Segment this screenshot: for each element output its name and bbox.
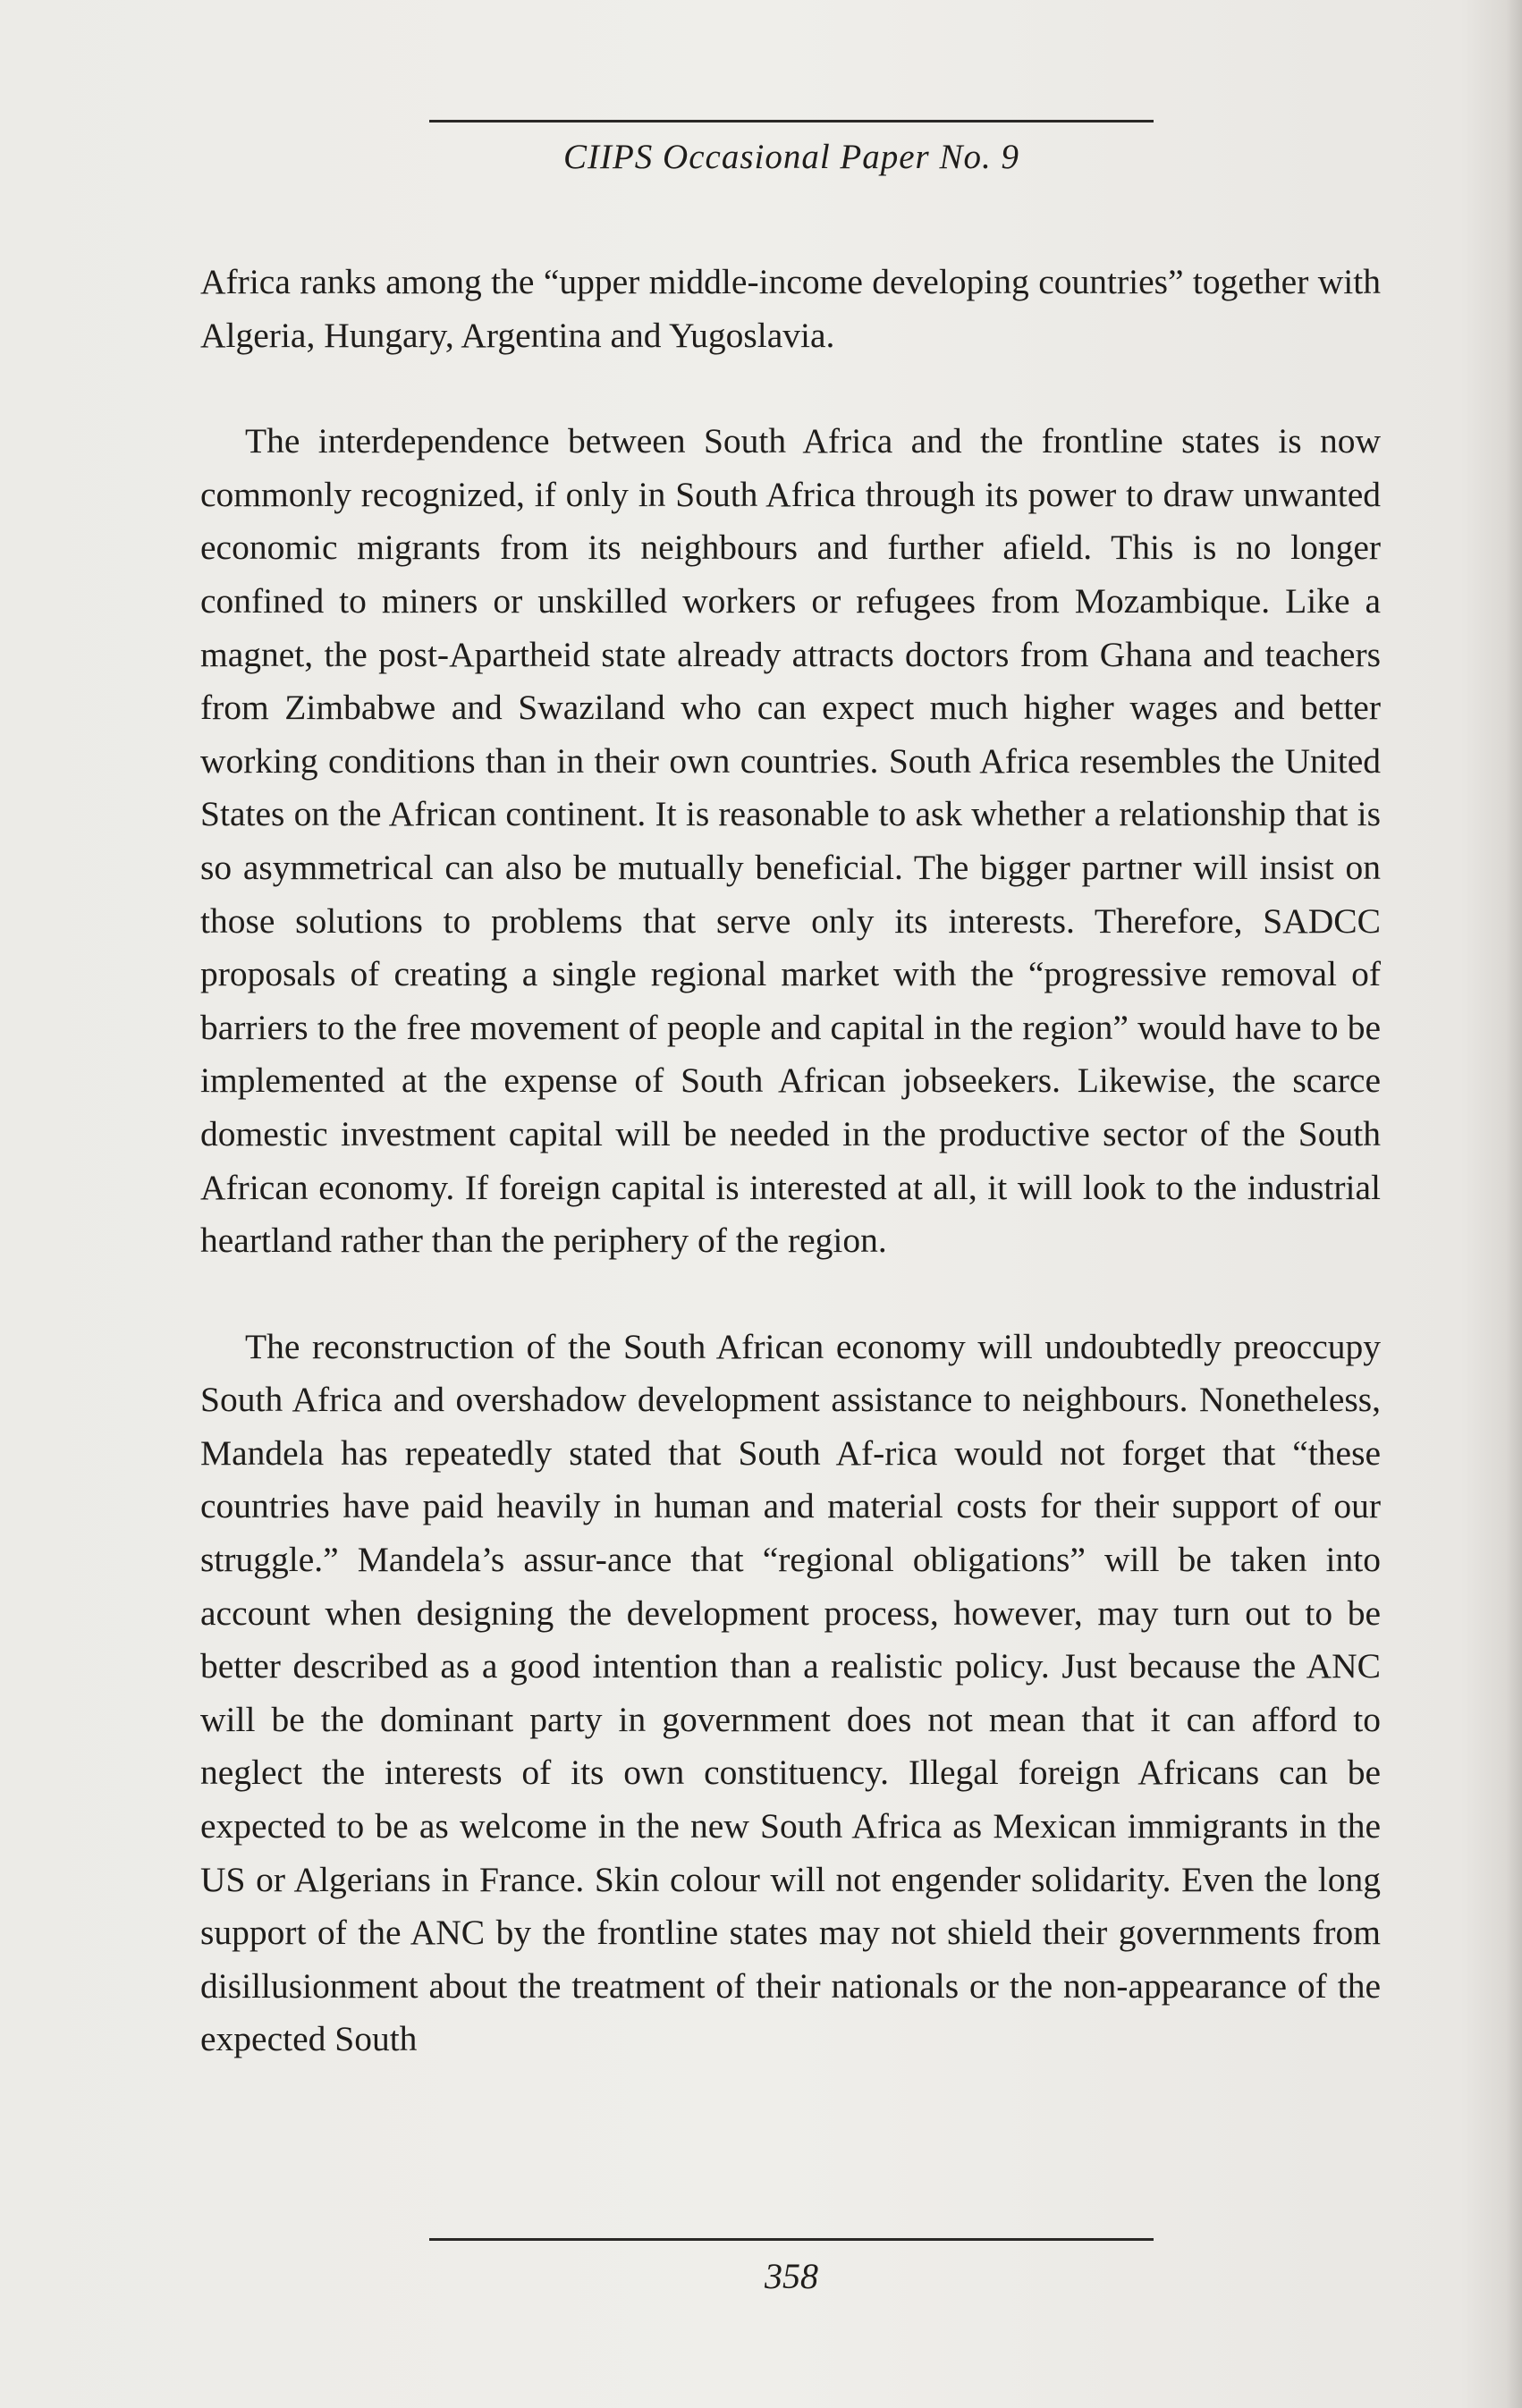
- page-edge-shadow: [1506, 0, 1522, 2408]
- running-header: CIIPS Occasional Paper No. 9: [562, 138, 1019, 176]
- header-rule: [429, 120, 1154, 123]
- paragraph-continuation: Africa ranks among the “upper middle-income developing countries” together with Algeria, Hungary, Argentina and Yugoslavia.: [200, 262, 1381, 355]
- paragraph-interdependence: The interdependence between South Africa and the frontline states is now commonly recognized, if only in South Africa through its power to draw unwanted economic migrants from its neighbours and further afield. This is no longer confined to miners or unskilled workers or refugees from Mozambique. Like a magnet, the post-Apartheid state already attracts doctors from Ghana and teachers from Zimbabwe and Swaziland who can expect much higher wages and better working conditions than in their own countries. South Africa resembles the United States on the African continent. It is reasonable to ask whether a relationship that is so asymmetrical can also be mutually beneficial. The bigger partner will insist on those solutions to problems that serve only its interests. Therefore, SADCC proposals of creating a single regional market with the “progressive removal of barriers to the free movement of people and capital in the region” would have to be implemented at the expense of South African jobseekers. Likewise, the scarce domestic investment capital will be needed in the productive sector of the South African economy. If foreign capital is interested at all, it will look to the industrial heartland rather than the periphery of the region.: [200, 421, 1381, 1261]
- body-text: [200, 256, 1381, 2066]
- footer-rule: [429, 2238, 1154, 2241]
- page-number: 358: [765, 2256, 818, 2296]
- paragraph-reconstruction: The reconstruction of the South African economy will undoubtedly preoccupy South Africa and overshadow development assistance to neighbours. Nonetheless, Mandela has repeatedly stated that South Af-rica would not forget that “these countries have paid heavily in human and material costs for their support of our struggle.” Mandela’s assur-ance that “regional obligations” will be taken into account when designing the development process, however, may turn out to be better described as a good intention than a realistic policy. Just because the ANC will be the dominant party in government does not mean that it can afford to neglect the interests of its own constituency. Illegal foreign Africans can be expected to be as welcome in the new South Africa as Mexican immigrants in the US or Algerians in France. Skin colour will not engender solidarity. Even the long support of the ANC by the frontline states may not shield their governments from disillusionment about the treatment of their nationals or the non-appearance of the expected South: [200, 1326, 1381, 2059]
